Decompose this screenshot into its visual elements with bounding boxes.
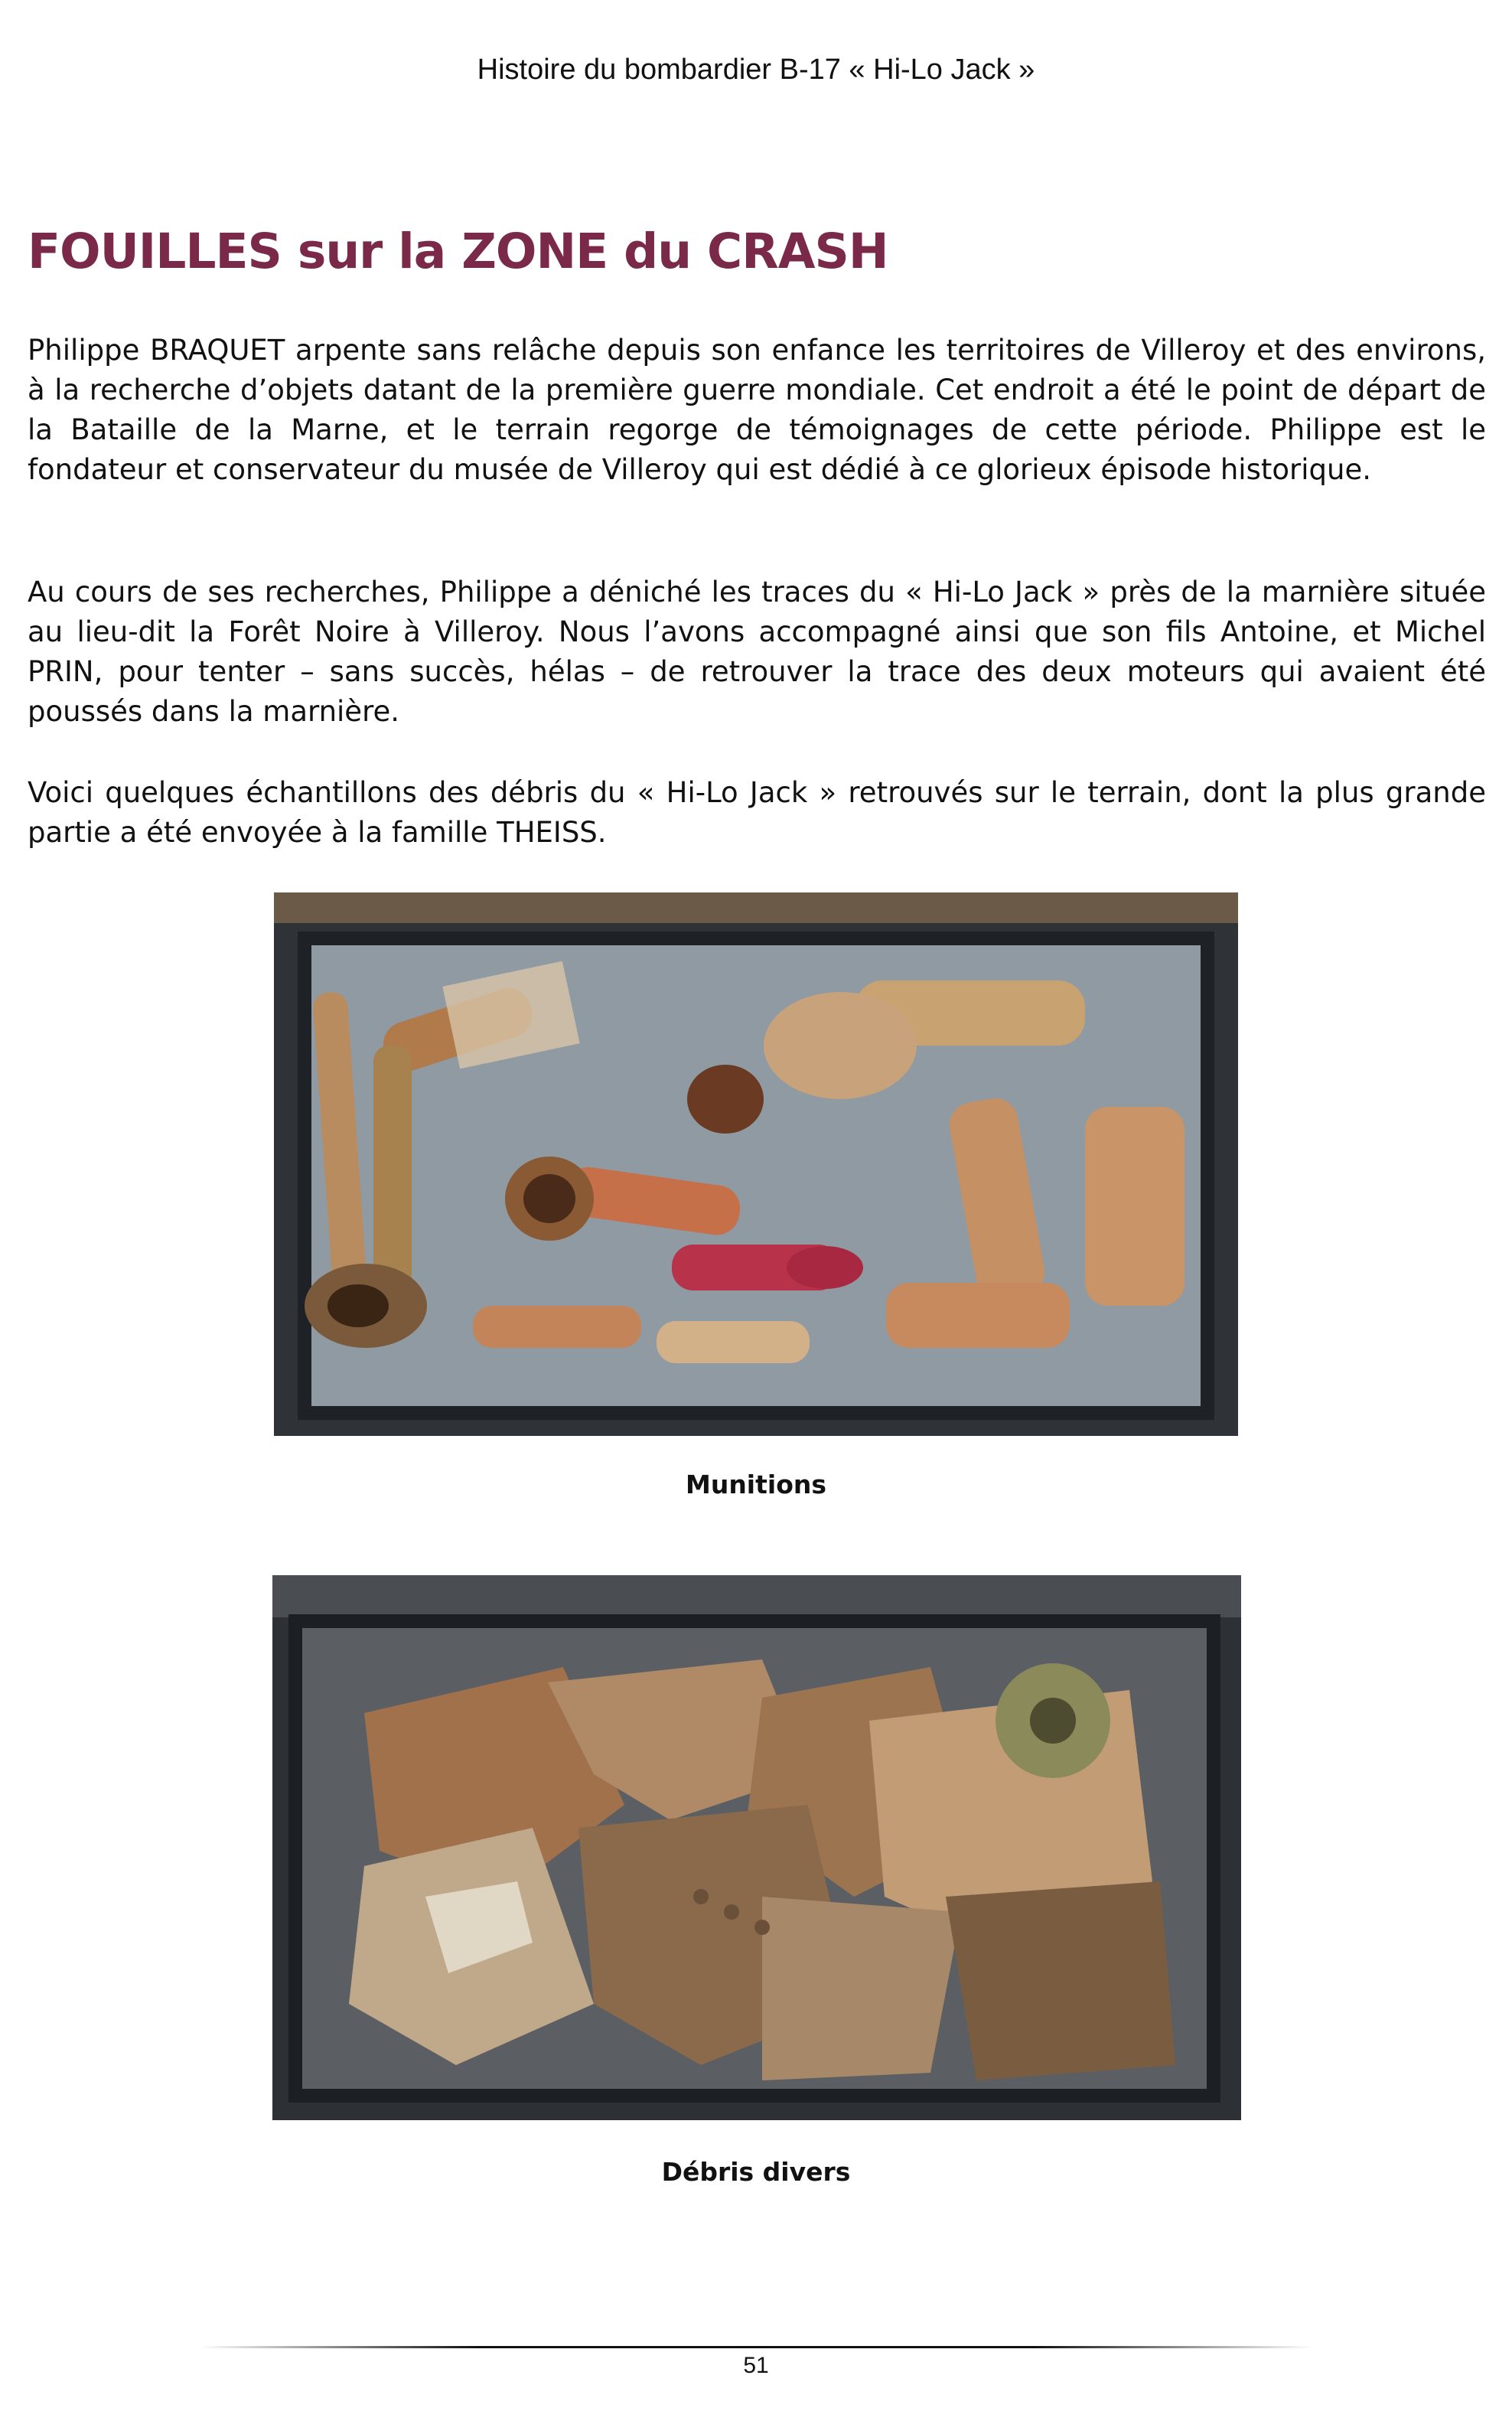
- paragraph-intro: Philippe BRAQUET arpente sans relâche depuis son enfance les territoires de Villeroy et des environs, à la recherche d’objets datant de la première guerre mondiale. Cet endroit a été le point de départ de la Bataille de la Marne, et le terrain regorge de témoignages de cette période. Philippe est le fondateur et conservateur du musée de Villeroy qui est dédié à ce glorieux épisode historique.: [28, 334, 1486, 486]
- photo-debris: [272, 1575, 1241, 2120]
- caption-debris: Débris divers: [661, 2157, 851, 2187]
- paragraph-samples: Voici quelques échantillons des débris du « Hi-Lo Jack » retrouvés sur le terrain, dont la plus grande partie a été envoyée à la famille THEISS.: [28, 776, 1486, 849]
- caption-munitions: Munitions: [685, 1470, 827, 1499]
- debris-photo-image: [272, 1575, 1241, 2120]
- footer-divider: [199, 2346, 1313, 2348]
- photo-munitions: [274, 892, 1238, 1436]
- page-title: FOUILLES sur la ZONE du CRASH: [28, 223, 888, 279]
- page-number: 51: [743, 2353, 769, 2378]
- munitions-photo-image: [274, 892, 1238, 1436]
- running-header: Histoire du bombardier B-17 « Hi-Lo Jack »: [477, 54, 1035, 86]
- paragraph-research: Au cours de ses recherches, Philippe a déniché les traces du « Hi-Lo Jack » près de la marnière située au lieu-dit la Forêt Noire à Villeroy. Nous l’avons accompagné ainsi que son fils Antoine, et Michel PRIN, pour tenter – sans succès, hélas – de retrouver la trace des deux moteurs qui avaient été poussés dans la marnière.: [28, 576, 1486, 728]
